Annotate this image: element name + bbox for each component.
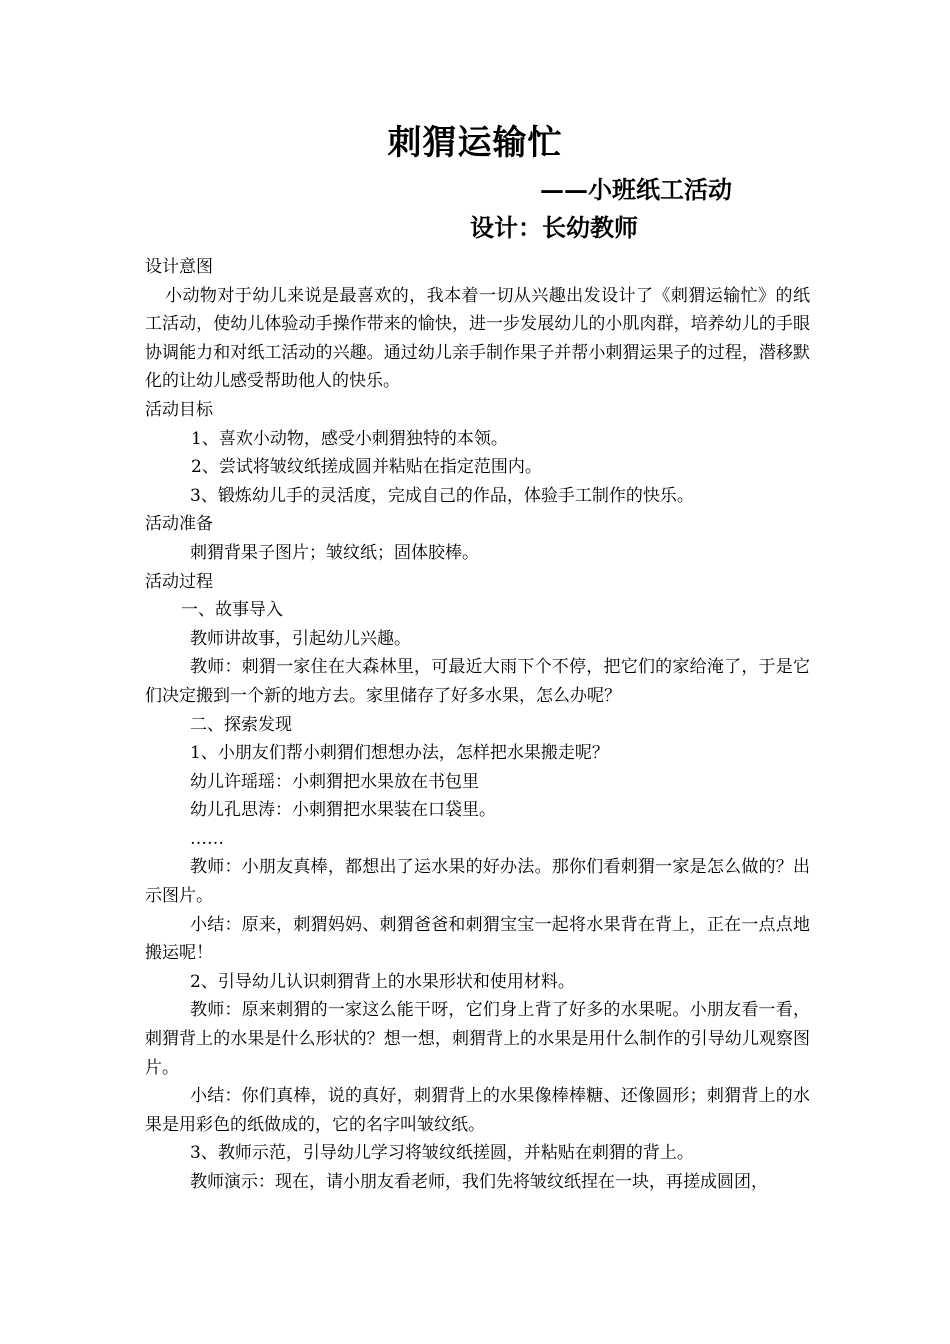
paragraph: 1、小朋友们帮小刺猬们想想办法，怎样把水果搬走呢？ [190, 743, 609, 764]
paragraph: 教师：刺猬一家住在大森林里，可最近大雨下个不停，把它们的家给淹了，于是它们决定搬到一个新的地方去。家里储存了好多水果，怎么办呢？ [145, 657, 810, 706]
subsection-heading: 一、故事导入 [181, 600, 283, 621]
paragraph: 幼儿许瑶瑶：小刺猬把水果放在书包里 [190, 771, 479, 792]
paragraph: 3、教师示范，引导幼儿学习将皱纹纸搓圆，并粘贴在刺猬的背上。 [190, 1143, 694, 1164]
paragraph: 小动物对于幼儿来说是最喜欢的，我本着一切从兴趣出发设计了《刺猬运输忙》的纸工活动，使幼儿体验动手操作带来的愉快，进一步发展幼儿的小肌肉群，培养幼儿的手眼协调能力和对纸工活动的兴趣。通过幼儿亲手制作果子并帮小刺猬运果子的过程，潜移默化的让幼儿感受帮助他人的快乐。 [145, 285, 810, 392]
paragraph: 刺猬背果子图片；皱纹纸；固体胶棒。 [190, 542, 479, 563]
document-title: 刺猬运输忙 [387, 123, 563, 163]
section-heading: 设计意图 [145, 257, 213, 277]
paragraph: 教师讲故事，引起幼儿兴趣。 [190, 628, 411, 649]
document-author: 设计：长幼教师 [470, 213, 638, 242]
document-body [145, 253, 810, 1197]
paragraph: 教师：小朋友真棒，都想出了运水果的好办法。那你们看刺猬一家是怎么做的？出示图片。 [145, 857, 810, 907]
section-heading: 活动过程 [145, 571, 213, 592]
section-heading: 活动准备 [145, 514, 213, 535]
paragraph: …… [190, 828, 224, 849]
section-heading: 活动目标 [145, 399, 213, 420]
paragraph: 教师演示：现在，请小朋友看老师，我们先将皱纹纸捏在一块，再搓成圆团， [190, 1172, 768, 1192]
paragraph: 教师：原来刺猬的一家这么能干呀，它们身上背了好多的水果呢。小朋友看一看，刺猬背上的水果是什么形状的？想一想，刺猬背上的水果是用什么制作的引导幼儿观察图片。 [145, 1000, 810, 1078]
subsection-heading: 二、探索发现 [190, 714, 292, 735]
list-item: 1、喜欢小动物，感受小刺猬独特的本领。 [191, 428, 508, 449]
list-item: 2、尝试将皱纹纸搓成圆并粘贴在指定范围内。 [191, 457, 542, 478]
document-subtitle: ——小班纸工活动 [540, 175, 732, 204]
paragraph: 小结：你们真棒，说的真好，刺猬背上的水果像棒棒糖、还像圆形；刺猬背上的水果是用彩色的纸做成的，它的名字叫皱纹纸。 [145, 1086, 810, 1135]
paragraph: 2、引导幼儿认识刺猬背上的水果形状和使用材料。 [190, 971, 575, 992]
list-item: 3、锻炼幼儿手的灵活度，完成自己的作品，体验手工制作的快乐。 [190, 485, 694, 506]
paragraph: 幼儿孔思涛：小刺猬把水果装在口袋里。 [190, 800, 496, 821]
paragraph: 小结：原来，刺猬妈妈、刺猬爸爸和刺猬宝宝一起将水果背在背上，正在一点点地搬运呢！ [145, 914, 810, 964]
